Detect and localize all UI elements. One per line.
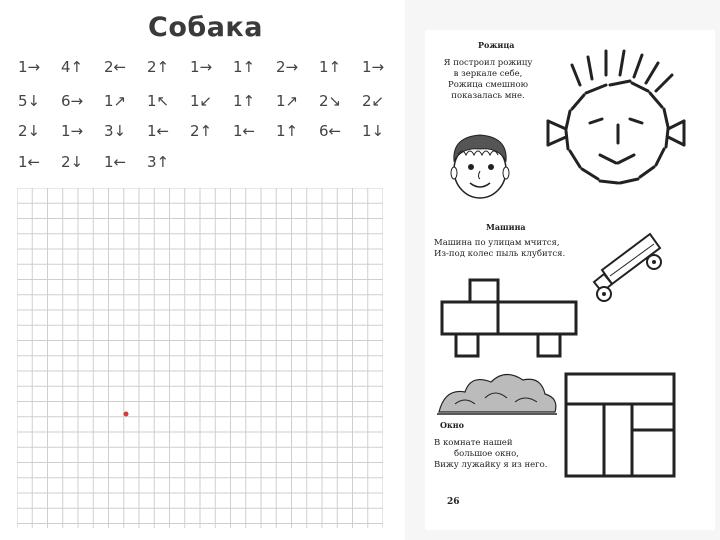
page-number: 26 — [447, 497, 460, 507]
truck-illustration — [590, 222, 670, 312]
command: 1↑ — [233, 58, 256, 76]
drawing-grid[interactable] — [17, 188, 383, 528]
start-dot-layer — [17, 188, 383, 528]
boy-face-illustration — [440, 125, 520, 205]
command: 1→ — [61, 122, 84, 140]
command: 2↓ — [18, 122, 41, 140]
command: 4↑ — [61, 58, 84, 76]
command: 2↓ — [61, 153, 84, 171]
command: 1↖ — [147, 92, 170, 110]
command-row-2 — [18, 92, 405, 110]
command: 1← — [18, 153, 41, 171]
start-dot — [124, 412, 129, 417]
matchstick-face-illustration — [530, 45, 690, 215]
okno-poem: В комнате нашей большое окно, Вижу лужайку я из него. — [434, 438, 548, 470]
command: 1← — [233, 122, 256, 140]
command: 3↑ — [147, 153, 170, 171]
command: 2→ — [276, 58, 299, 76]
command: 2← — [104, 58, 127, 76]
command: 1→ — [362, 58, 385, 76]
command-row-1 — [18, 58, 405, 76]
command: 1← — [147, 122, 170, 140]
bushes-illustration — [435, 368, 560, 418]
command-row-4 — [18, 153, 190, 171]
mashina-poem: Машина по улицам мчится, Из-под колес пыль клубится. — [434, 238, 566, 259]
command: 2↘ — [319, 92, 342, 110]
command: 1→ — [18, 58, 41, 76]
command: 3↓ — [104, 122, 127, 140]
command: 1↑ — [276, 122, 299, 140]
command: 1↙ — [190, 92, 213, 110]
command: 1↓ — [362, 122, 385, 140]
matchstick-truck-illustration — [438, 278, 588, 368]
command: 2↑ — [190, 122, 213, 140]
command: 1↑ — [233, 92, 256, 110]
command: 6→ — [61, 92, 84, 110]
command-row-3 — [18, 122, 405, 140]
okno-caption: Окно — [440, 420, 464, 430]
worksheet-title: Собака — [148, 12, 263, 43]
matchstick-window-illustration — [562, 370, 680, 482]
command: 5↓ — [18, 92, 41, 110]
command: 1→ — [190, 58, 213, 76]
rozhitsa-poem: Я построил рожицу в зеркале себе, Рожица смешною показалась мне. — [443, 58, 533, 101]
command: 1← — [104, 153, 127, 171]
command: 2↑ — [147, 58, 170, 76]
command: 1↗ — [104, 92, 127, 110]
command: 1↗ — [276, 92, 299, 110]
command: 6← — [319, 122, 342, 140]
rozhitsa-caption: Рожица — [478, 40, 515, 50]
mashina-caption: Машина — [486, 222, 526, 232]
command: 2↙ — [362, 92, 385, 110]
command: 1↑ — [319, 58, 342, 76]
